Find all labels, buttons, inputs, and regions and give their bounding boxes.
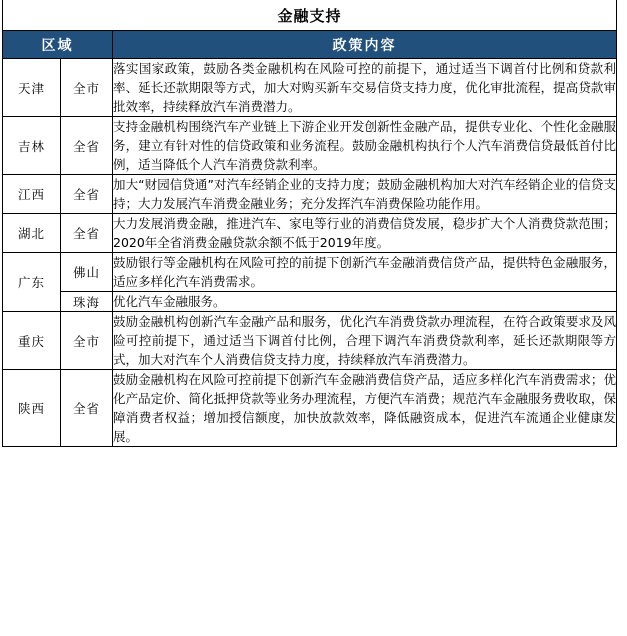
table-row (3, 59, 617, 117)
table-row (3, 117, 617, 175)
page-title: 金融支持 (3, 0, 617, 31)
policy-table (2, 0, 617, 447)
cell-content (113, 292, 617, 312)
cell-content (113, 214, 617, 253)
cell-content-text: 加大“财园信贷通”对汽车经销企业的支持力度；鼓励金融机构加大对汽车经销企业的信贷支持；大力发展汽车消费金融业务；充分发挥汽车消费保险功能作用。 (113, 177, 616, 211)
table-row (3, 214, 617, 253)
cell-region: 重庆 (3, 312, 61, 370)
cell-content (113, 59, 617, 117)
cell-scope: 珠海 (61, 292, 113, 312)
cell-content-text: 鼓励金融机构创新汽车金融产品和服务，优化汽车消费贷款办理流程，在符合政策要求及风险可控前提下，通过适当下调首付比例，合理下调汽车消费贷款利率，延长还款期限等方式，加大对汽车个人消费信贷支持力度，持续释放汽车消费潜力。 (113, 314, 616, 367)
cell-content (113, 117, 617, 175)
cell-content (113, 175, 617, 214)
table-title-row (3, 0, 617, 31)
cell-content-text: 鼓励金融机构在风险可控前提下创新汽车金融消费信贷产品，适应多样化汽车消费需求；优化产品定价、简化抵押贷款等业务办理流程，方便汽车消费；规范汽车金融服务费收取，保障消费者权益；增加授信额度，加快放款效率，降低融资成本，促进汽车流通企业健康发展。 (113, 372, 616, 444)
cell-scope: 全省 (61, 117, 113, 175)
cell-region: 湖北 (3, 214, 61, 253)
cell-region: 吉林 (3, 117, 61, 175)
cell-scope: 全省 (61, 214, 113, 253)
table-row (3, 370, 617, 447)
cell-content-text: 支持金融机构围绕汽车产业链上下游企业开发创新性金融产品，提供专业化、个性化金融服务，建立有针对性的信贷政策和业务流程。鼓励金融机构执行个人汽车消费信贷最低首付比例，适当降低个人汽车消费贷款利率。 (113, 119, 616, 172)
cell-region: 广东 (3, 253, 61, 312)
cell-content (113, 253, 617, 292)
cell-scope: 全省 (61, 370, 113, 447)
cell-content-text: 落实国家政策，鼓励各类金融机构在风险可控的前提下，通过适当下调首付比例和贷款利率、延长还款期限等方式，加大对购买新车交易信贷支持力度，优化审批流程，提高贷款审批效率，持续释放汽车消费潜力。 (113, 61, 616, 114)
table-row (3, 253, 617, 292)
column-header-region: 区域 (3, 31, 113, 59)
cell-content (113, 312, 617, 370)
cell-content-text: 鼓励银行等金融机构在风险可控的前提下创新汽车金融消费信贷产品，提供特色金融服务，适应多样化汽车消费需求。 (113, 255, 616, 289)
cell-scope: 全市 (61, 312, 113, 370)
cell-scope: 全省 (61, 175, 113, 214)
table-row (3, 312, 617, 370)
cell-content-text: 大力发展消费金融，推进汽车、家电等行业的消费信贷发展，稳步扩大个人消费贷款范围；2020年全省消费金融贷款余额不低于2019年度。 (113, 216, 616, 250)
cell-scope: 全市 (61, 59, 113, 117)
table-row (3, 175, 617, 214)
column-header-content: 政策内容 (113, 31, 617, 59)
cell-region: 江西 (3, 175, 61, 214)
cell-scope: 佛山 (61, 253, 113, 292)
cell-content (113, 370, 617, 447)
cell-content-text: 优化汽车金融服务。 (113, 294, 226, 309)
table-header-row (3, 31, 617, 59)
table-row (3, 292, 617, 312)
cell-region: 天津 (3, 59, 61, 117)
cell-region: 陕西 (3, 370, 61, 447)
